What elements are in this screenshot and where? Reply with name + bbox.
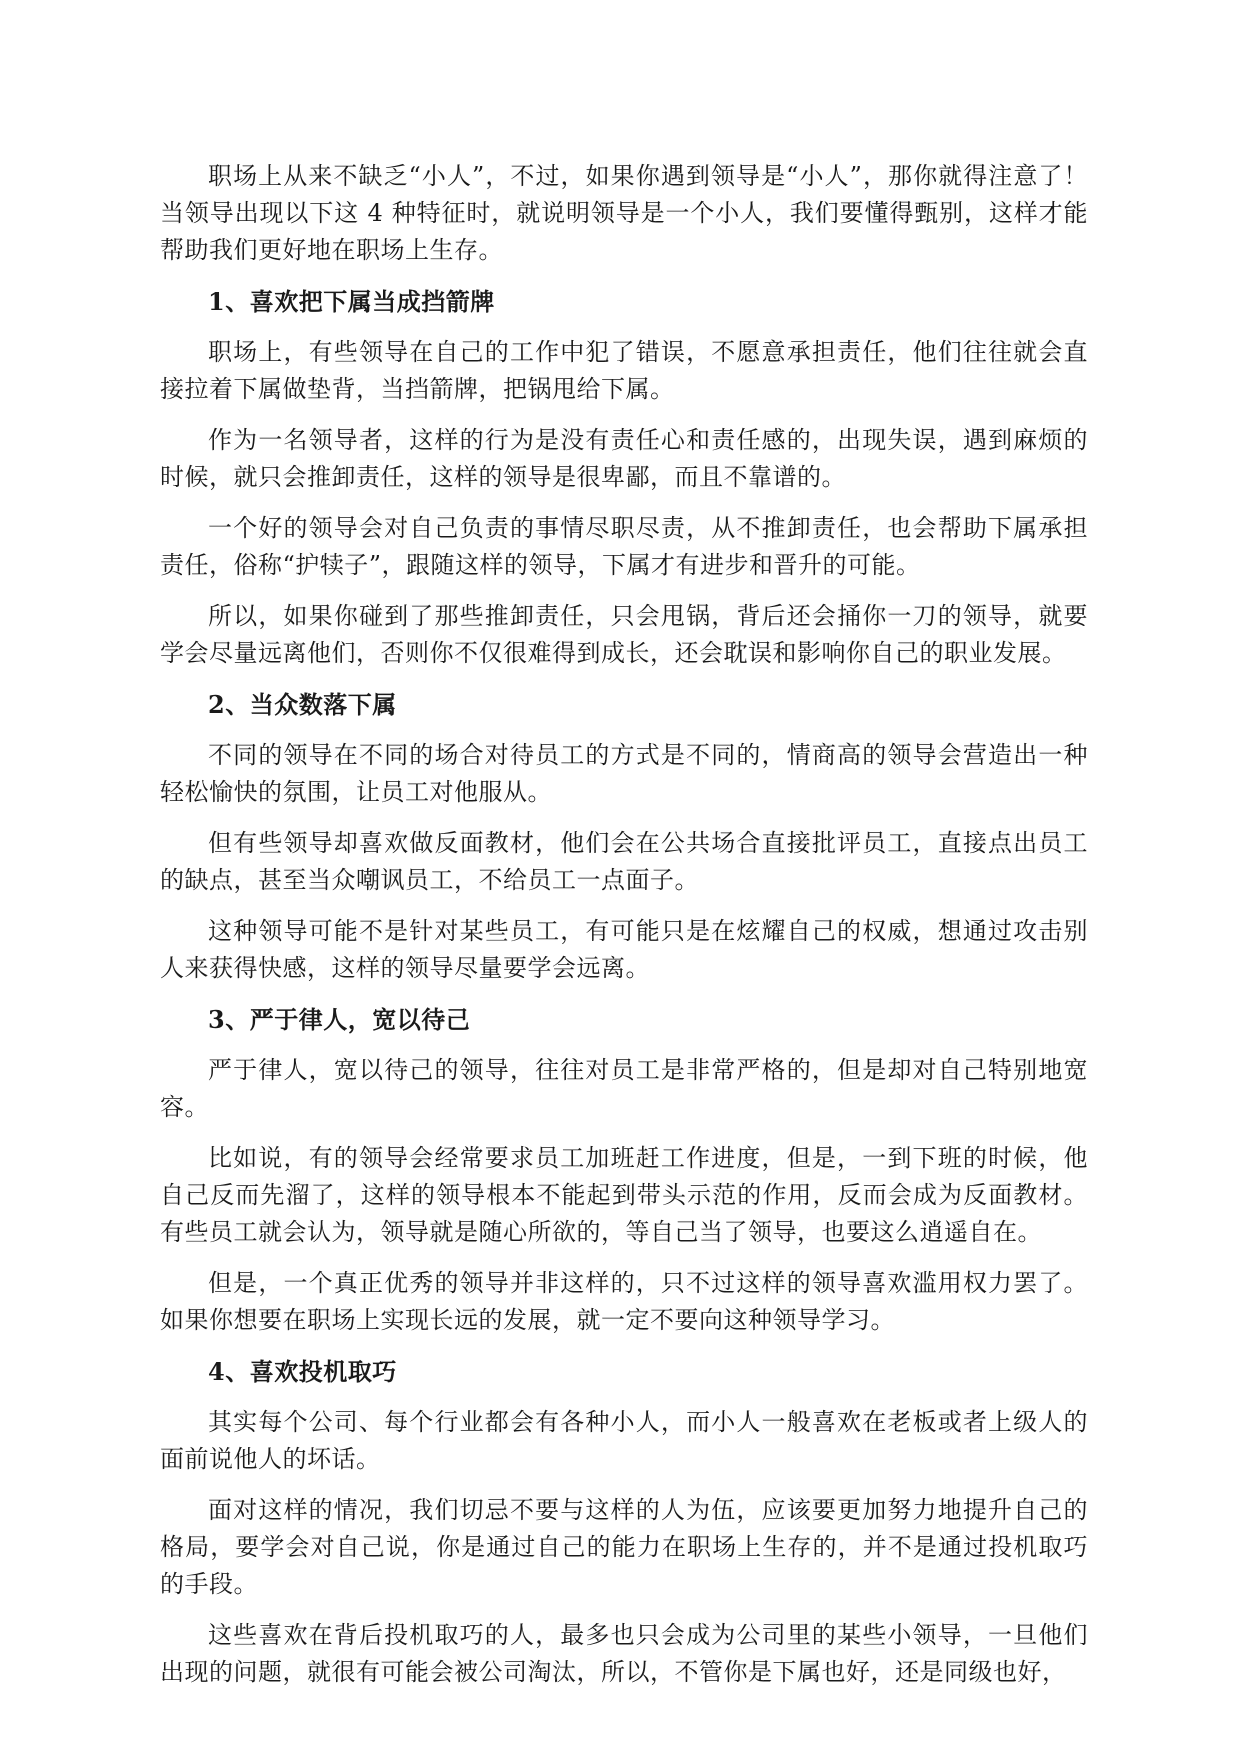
section-2-paragraph-3: 这种领导可能不是针对某些员工，有可能只是在炫耀自己的权威，想通过攻击别人来获得快感，这样的领导尽量要学会远离。 [160, 917, 1088, 982]
section-2-paragraph-1: 不同的领导在不同的场合对待员工的方式是不同的，情商高的领导会营造出一种轻松愉快的氛围，让员工对他服从。 [160, 741, 1088, 806]
section-2-heading: 2、当众数落下属 [208, 690, 397, 719]
document-page [160, 158, 1088, 1705]
section-2-paragraph-2: 但有些领导却喜欢做反面教材，他们会在公共场合直接批评员工，直接点出员工的缺点，甚至当众嘲讽员工，不给员工一点面子。 [160, 829, 1088, 894]
section-1-heading: 1、喜欢把下属当成挡箭牌 [208, 287, 495, 316]
section-4-paragraph-3: 这些喜欢在背后投机取巧的人，最多也只会成为公司里的某些小领导，一旦他们出现的问题，就很有可能会被公司淘汰，所以，不管你是下属也好，还是同级也好， [160, 1621, 1088, 1686]
section-3-heading: 3、严于律人，宽以待己 [208, 1005, 471, 1034]
section-4-paragraph-2: 面对这样的情况，我们切忌不要与这样的人为伍，应该要更加努力地提升自己的格局，要学会对自己说，你是通过自己的能力在职场上生存的，并不是通过投机取巧的手段。 [160, 1496, 1088, 1598]
section-4-heading: 4、喜欢投机取巧 [208, 1357, 397, 1386]
section-1-paragraph-3: 一个好的领导会对自己负责的事情尽职尽责，从不推卸责任，也会帮助下属承担责任，俗称“护犊子”，跟随这样的领导，下属才有进步和晋升的可能。 [160, 514, 1088, 579]
section-1-paragraph-2: 作为一名领导者，这样的行为是没有责任心和责任感的，出现失误，遇到麻烦的时候，就只会推卸责任，这样的领导是很卑鄙，而且不靠谱的。 [160, 426, 1088, 491]
intro-paragraph: 职场上从来不缺乏“小人”，不过，如果你遇到领导是“小人”，那你就得注意了！当领导出现以下这 4 种特征时，就说明领导是一个小人，我们要懂得甄别，这样才能帮助我们更好地在职场上生存。 [160, 162, 1088, 264]
section-3-paragraph-3: 但是，一个真正优秀的领导并非这样的，只不过这样的领导喜欢滥用权力罢了。如果你想要在职场上实现长远的发展，就一定不要向这种领导学习。 [160, 1269, 1088, 1334]
section-1-paragraph-1: 职场上，有些领导在自己的工作中犯了错误，不愿意承担责任，他们往往就会直接拉着下属做垫背，当挡箭牌，把锅甩给下属。 [160, 338, 1088, 403]
section-1-paragraph-4: 所以，如果你碰到了那些推卸责任，只会甩锅，背后还会捅你一刀的领导，就要学会尽量远离他们，否则你不仅很难得到成长，还会耽误和影响你自己的职业发展。 [160, 602, 1088, 667]
section-3-paragraph-1: 严于律人，宽以待己的领导，往往对员工是非常严格的，但是却对自己特别地宽容。 [160, 1056, 1088, 1121]
section-4-paragraph-1: 其实每个公司、每个行业都会有各种小人，而小人一般喜欢在老板或者上级人的面前说他人的坏话。 [160, 1408, 1088, 1473]
section-3-paragraph-2: 比如说，有的领导会经常要求员工加班赶工作进度，但是，一到下班的时候，他自己反而先溜了，这样的领导根本不能起到带头示范的作用，反而会成为反面教材。有些员工就会认为，领导就是随心所欲的，等自己当了领导，也要这么逍遥自在。 [160, 1144, 1088, 1246]
